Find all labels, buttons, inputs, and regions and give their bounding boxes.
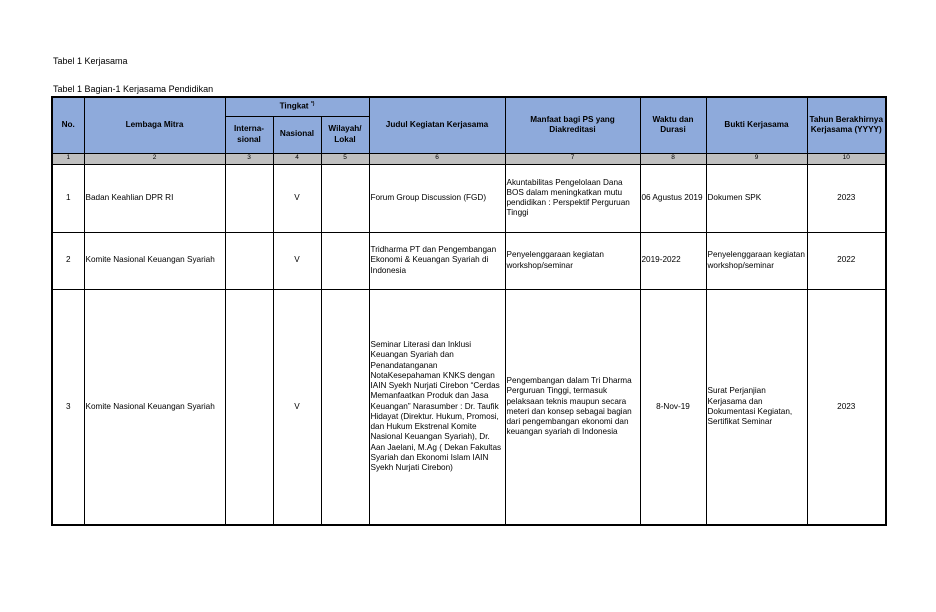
header-no: No. <box>52 97 84 153</box>
header-tingkat <box>225 97 369 116</box>
cell-internasional <box>225 232 273 289</box>
header-nasional: Nasional <box>273 116 321 153</box>
cell-judul-kegiatan: Forum Group Discussion (FGD) <box>369 164 505 232</box>
table-row <box>52 289 886 525</box>
header-lembaga-mitra: Lembaga Mitra <box>84 97 225 153</box>
header-tingkat-label: Tingkat <box>279 101 309 111</box>
cell-no: 3 <box>52 289 84 525</box>
cell-no: 2 <box>52 232 84 289</box>
column-number: 9 <box>706 153 807 164</box>
cell-tahun-berakhir: 2022 <box>807 232 886 289</box>
header-bukti-kerjasama: Bukti Kerjasama <box>706 97 807 153</box>
table-row <box>52 232 886 289</box>
cell-wilayah-lokal <box>321 164 369 232</box>
header-wilayah-lokal: Wilayah/ Lokal <box>321 116 369 153</box>
document-title: Tabel 1 Kerjasama <box>53 56 128 66</box>
column-number: 4 <box>273 153 321 164</box>
cell-waktu-durasi: 8-Nov-19 <box>640 289 706 525</box>
header-waktu-durasi: Waktu dan Durasi <box>640 97 706 153</box>
cooperation-table <box>51 96 887 526</box>
column-number: 5 <box>321 153 369 164</box>
column-number: 7 <box>505 153 640 164</box>
header-tahun-berakhir: Tahun Berakhirnya Kerjasama (YYYY) <box>807 97 886 153</box>
column-number-row <box>52 153 886 164</box>
table-caption: Tabel 1 Bagian-1 Kerjasama Pendidikan <box>53 84 214 94</box>
column-number: 3 <box>225 153 273 164</box>
header-internasional: Interna-sional <box>225 116 273 153</box>
cell-bukti-kerjasama: Dokumen SPK <box>706 164 807 232</box>
cell-lembaga-mitra: Badan Keahlian DPR RI <box>84 164 225 232</box>
table-body <box>52 164 886 525</box>
table-row <box>52 164 886 232</box>
cell-no: 1 <box>52 164 84 232</box>
column-number: 10 <box>807 153 886 164</box>
cell-waktu-durasi: 06 Agustus 2019 <box>640 164 706 232</box>
cell-bukti-kerjasama: Penyelenggaraan kegiatan workshop/seminar <box>706 232 807 289</box>
cell-wilayah-lokal <box>321 232 369 289</box>
cell-judul-kegiatan: Tridharma PT dan Pengembangan Ekonomi & Keuangan Syariah di Indonesia <box>369 232 505 289</box>
cell-nasional: V <box>273 164 321 232</box>
cell-internasional <box>225 164 273 232</box>
header-manfaat: Manfaat bagi PS yang Diakreditasi <box>505 97 640 153</box>
cell-judul-kegiatan: Seminar Literasi dan Inklusi Keuangan Syariah dan Penandatanganan NotaKesepahaman KNKS dengan IAIN Syekh Nurjati Cirebon “Cerdas Memanfaatkan Produk dan Jasa Keuangan” Narasumber : Dr. Taufik Hidayat (Direktur. Hukum, Promosi, dan Hukum Ekstrenal Komite Nasional Keuangan Syariah), Dr. Aan Jaelani, M.Ag ( Dekan Fakultas Syariah dan Ekonomi Islam IAIN Syekh Nurjati Cirebon) <box>369 289 505 525</box>
cell-wilayah-lokal <box>321 289 369 525</box>
cell-lembaga-mitra: Komite Nasional Keuangan Syariah <box>84 289 225 525</box>
cell-internasional <box>225 289 273 525</box>
column-number: 8 <box>640 153 706 164</box>
cell-tahun-berakhir: 2023 <box>807 164 886 232</box>
cell-manfaat: Akuntabilitas Pengelolaan Dana BOS dalam meningkatkan mutu pendidikan : Perspektif Perguruan Tinggi <box>505 164 640 232</box>
cell-lembaga-mitra: Komite Nasional Keuangan Syariah <box>84 232 225 289</box>
header-tingkat-note: *) <box>310 101 315 108</box>
cell-nasional: V <box>273 289 321 525</box>
cell-manfaat: Pengembangan dalam Tri Dharma Perguruan Tinggi, termasuk pelaksaan teknis maupun secara meteri dan konsep sebagai bagian dari pengembangan ekonomi dan keuangan syariah di Indonesia <box>505 289 640 525</box>
cell-manfaat: Penyelenggaraan kegiatan workshop/seminar <box>505 232 640 289</box>
column-number: 6 <box>369 153 505 164</box>
column-number: 1 <box>52 153 84 164</box>
header-judul-kegiatan: Judul Kegiatan Kerjasama <box>369 97 505 153</box>
table-header <box>52 97 886 164</box>
column-number: 2 <box>84 153 225 164</box>
cell-tahun-berakhir: 2023 <box>807 289 886 525</box>
cell-waktu-durasi: 2019-2022 <box>640 232 706 289</box>
cell-nasional: V <box>273 232 321 289</box>
cell-bukti-kerjasama: Surat Perjanjian Kerjasama dan Dokumentasi Kegiatan, Sertifikat Seminar <box>706 289 807 525</box>
